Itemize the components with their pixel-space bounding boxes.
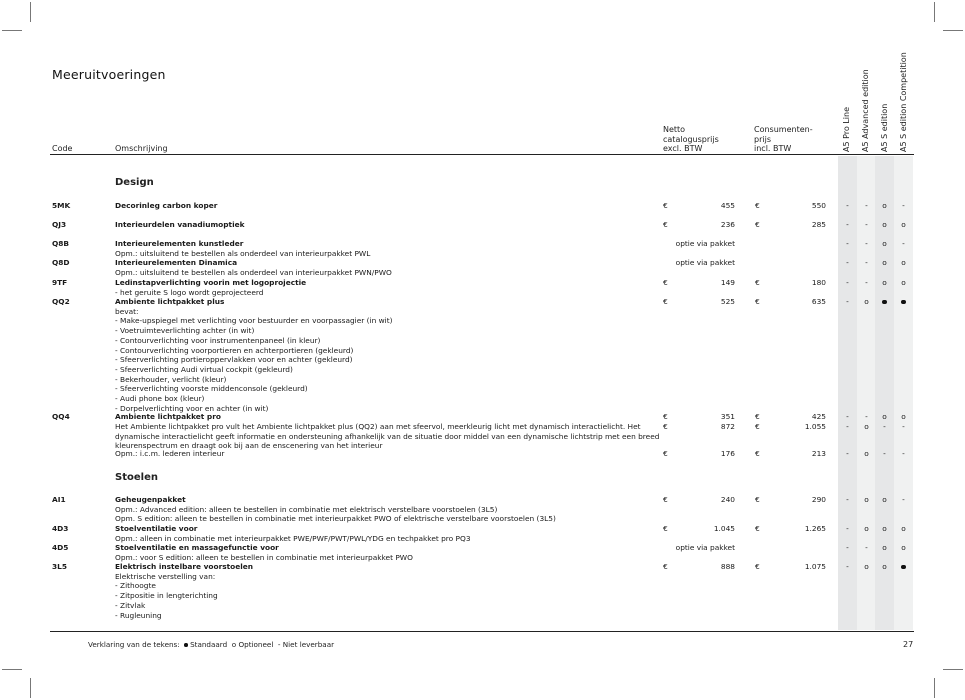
availability-unavailable: - bbox=[846, 297, 849, 306]
net-price: 236 bbox=[720, 220, 735, 229]
option-note: - Rugleuning bbox=[115, 610, 162, 620]
net-price: 351 bbox=[720, 412, 735, 421]
currency-symbol: € bbox=[755, 220, 760, 229]
option-description bbox=[115, 201, 660, 211]
option-note: - Voetruimteverlichting achter (in wit) bbox=[115, 326, 255, 336]
option-note: Het Ambiente lichtpakket pro vult het Ambiente lichtpakket plus (QQ2) aan met sfeervol, meerkleurig licht met dynamisch interactielicht. Het bbox=[115, 422, 641, 431]
currency-symbol: € bbox=[755, 562, 760, 571]
page-title: Meeruitvoeringen bbox=[52, 67, 166, 82]
option-code: QQ4 bbox=[52, 412, 70, 421]
availability-unavailable: - bbox=[865, 278, 868, 287]
standard-dot-icon bbox=[901, 300, 906, 305]
consumer-price: 290 bbox=[811, 495, 826, 504]
availability-optional: o bbox=[882, 543, 887, 552]
availability-optional: o bbox=[864, 297, 869, 306]
currency-symbol: € bbox=[663, 449, 668, 458]
net-price: 1.045 bbox=[713, 524, 735, 533]
package-note: optie via pakket bbox=[675, 258, 735, 267]
standard-dot-icon bbox=[901, 565, 906, 570]
availability-optional: o bbox=[864, 562, 869, 571]
header-rule bbox=[50, 154, 914, 155]
option-note: - Sfeerverlichting voorste middenconsole (gekleurd) bbox=[115, 384, 308, 394]
currency-symbol: € bbox=[663, 297, 668, 306]
net-price: 455 bbox=[720, 201, 735, 210]
availability-optional: o bbox=[882, 495, 887, 504]
option-description bbox=[115, 524, 660, 543]
header-net-price-line: excl. BTW bbox=[663, 144, 703, 153]
option-code: 3L5 bbox=[52, 562, 67, 571]
option-note: - Audi phone box (kleur) bbox=[115, 394, 205, 404]
availability-unavailable: - bbox=[846, 524, 849, 533]
availability-optional: o bbox=[882, 524, 887, 533]
crop-mark bbox=[30, 2, 31, 22]
header-variant-pro-line: A5 Pro Line bbox=[842, 106, 851, 152]
legend-optional: Optioneel bbox=[238, 640, 274, 649]
option-note: Opm.: alleen in combinatie met interieurpakket PWE/PWF/PWT/PWL/YDG en techpakket pro PQ3 bbox=[115, 533, 471, 543]
legend-standard: Standaard bbox=[190, 640, 228, 649]
availability-unavailable: - bbox=[883, 422, 886, 431]
option-code: 9TF bbox=[52, 278, 68, 287]
option-title: Ambiente lichtpakket pro bbox=[115, 412, 221, 421]
legend-label: Verklaring van de tekens: bbox=[88, 640, 180, 649]
availability-unavailable: - bbox=[865, 412, 868, 421]
crop-mark bbox=[934, 678, 935, 698]
option-title: Decorinleg carbon koper bbox=[115, 201, 218, 210]
availability-standard bbox=[894, 297, 913, 307]
option-description bbox=[115, 297, 660, 413]
currency-symbol: € bbox=[663, 562, 668, 571]
currency-symbol: € bbox=[663, 495, 668, 504]
availability-optional: o bbox=[864, 524, 869, 533]
availability-unavailable: - bbox=[846, 543, 849, 552]
availability-optional: o bbox=[901, 543, 906, 552]
legend-unavailable-symbol: - bbox=[277, 640, 281, 649]
availability-unavailable: - bbox=[846, 412, 849, 421]
availability-unavailable: - bbox=[846, 562, 849, 571]
availability-unavailable: - bbox=[902, 239, 905, 248]
option-description bbox=[115, 562, 660, 620]
consumer-price: 285 bbox=[811, 220, 826, 229]
header-net-price-line: Netto bbox=[663, 125, 686, 134]
availability-optional: o bbox=[901, 220, 906, 229]
header-description: Omschrijving bbox=[115, 144, 168, 153]
availability-optional: o bbox=[882, 220, 887, 229]
header-consumer-price-line: prijs bbox=[754, 134, 771, 144]
option-note: Opm.: Advanced edition: alleen te bestellen in combinatie met elektrisch verstelbare voorstoelen (3L5) bbox=[115, 504, 498, 514]
option-title: Stoelventilatie en massagefunctie voor bbox=[115, 543, 279, 552]
currency-symbol: € bbox=[755, 278, 760, 287]
option-note: - Dorpelverlichting voor en achter (in wit) bbox=[115, 403, 269, 413]
option-title: Elektrisch instelbare voorstoelen bbox=[115, 562, 254, 571]
option-note: Opm. S edition: alleen te bestellen in combinatie met interieurpakket PWO of elektrische verstelbare voorstoelen (3L5) bbox=[115, 514, 556, 524]
header-consumer-price bbox=[754, 125, 813, 154]
consumer-price: 425 bbox=[811, 412, 826, 421]
currency-symbol: € bbox=[755, 297, 760, 306]
availability-unavailable: - bbox=[902, 422, 905, 431]
availability-unavailable: - bbox=[865, 220, 868, 229]
option-title: Geheugenpakket bbox=[115, 495, 186, 504]
availability-unavailable: - bbox=[865, 543, 868, 552]
availability-optional: o bbox=[882, 562, 887, 571]
footer-rule bbox=[50, 631, 914, 632]
option-note: Opm.: voor S edition: alleen te bestellen in combinatie met interieurpakket PWO bbox=[115, 552, 413, 562]
availability-optional: o bbox=[864, 422, 869, 431]
consumer-price: 1.265 bbox=[804, 524, 826, 533]
crop-mark bbox=[2, 30, 22, 31]
consumer-price: 635 bbox=[811, 297, 826, 306]
option-description bbox=[115, 412, 660, 422]
consumer-price: 550 bbox=[811, 201, 826, 210]
availability-unavailable: - bbox=[846, 278, 849, 287]
option-note: - Sfeerverlichting Audi virtual cockpit (gekleurd) bbox=[115, 364, 293, 374]
currency-symbol: € bbox=[663, 422, 668, 431]
currency-symbol: € bbox=[663, 220, 668, 229]
net-price: 240 bbox=[720, 495, 735, 504]
availability-optional: o bbox=[864, 495, 869, 504]
option-title: Ledinstapverlichting voorin met logoprojectie bbox=[115, 278, 307, 287]
net-price: 525 bbox=[720, 297, 735, 306]
consumer-price: 180 bbox=[811, 278, 826, 287]
crop-mark bbox=[934, 2, 935, 22]
net-price: 176 bbox=[720, 449, 735, 458]
standard-dot-icon bbox=[882, 300, 887, 305]
option-description bbox=[115, 449, 660, 459]
option-title: Interieurelementen Dinamica bbox=[115, 258, 238, 267]
option-note: Elektrische verstelling van: bbox=[115, 571, 216, 581]
option-note: Opm.: i.c.m. lederen interieur bbox=[115, 449, 225, 458]
package-note: optie via pakket bbox=[675, 543, 735, 552]
option-code: 5MK bbox=[52, 201, 71, 210]
availability-unavailable: - bbox=[846, 449, 849, 458]
availability-optional: o bbox=[901, 278, 906, 287]
option-title: Stoelventilatie voor bbox=[115, 524, 198, 533]
standard-dot-icon bbox=[184, 643, 188, 647]
availability-unavailable: - bbox=[846, 258, 849, 267]
currency-symbol: € bbox=[755, 412, 760, 421]
currency-symbol: € bbox=[663, 524, 668, 533]
option-note: - Sfeerverlichting portieroppervlakken voor en achter (gekleurd) bbox=[115, 355, 353, 365]
availability-unavailable: - bbox=[865, 201, 868, 210]
option-code: Q8D bbox=[52, 258, 70, 267]
option-code: 4D3 bbox=[52, 524, 69, 533]
availability-unavailable: - bbox=[902, 495, 905, 504]
legend bbox=[88, 640, 334, 649]
option-title: Interieurdelen vanadiumoptiek bbox=[115, 220, 245, 229]
option-description bbox=[115, 278, 660, 297]
option-description bbox=[115, 239, 660, 258]
option-note: - Zithoogte bbox=[115, 581, 156, 591]
availability-optional: o bbox=[864, 449, 869, 458]
availability-optional: o bbox=[901, 258, 906, 267]
availability-optional: o bbox=[882, 201, 887, 210]
page-number: 27 bbox=[903, 640, 914, 649]
availability-unavailable: - bbox=[846, 495, 849, 504]
legend-unavailable: Niet leverbaar bbox=[282, 640, 335, 649]
consumer-price: 213 bbox=[811, 449, 826, 458]
currency-symbol: € bbox=[663, 278, 668, 287]
availability-optional: o bbox=[901, 412, 906, 421]
crop-mark bbox=[943, 669, 963, 670]
currency-symbol: € bbox=[755, 495, 760, 504]
availability-optional: o bbox=[882, 258, 887, 267]
consumer-price: 1.075 bbox=[804, 562, 826, 571]
availability-standard bbox=[875, 297, 894, 307]
section-title: Stoelen bbox=[115, 472, 158, 483]
net-price: 888 bbox=[720, 562, 735, 571]
option-description bbox=[115, 220, 660, 230]
option-title: Interieurelementen kunstleder bbox=[115, 239, 244, 248]
option-note: - Make-upspiegel met verlichting voor bestuurder en voorpassagier (in wit) bbox=[115, 316, 393, 326]
package-note: optie via pakket bbox=[675, 239, 735, 248]
availability-optional: o bbox=[882, 278, 887, 287]
header-code: Code bbox=[52, 144, 73, 153]
availability-unavailable: - bbox=[902, 201, 905, 210]
net-price: 872 bbox=[720, 422, 735, 431]
availability-unavailable: - bbox=[846, 220, 849, 229]
option-code: AI1 bbox=[52, 495, 66, 504]
header-variant-advanced: A5 Advanced edition bbox=[861, 69, 870, 152]
option-note: kleurenspectrum en draagt ook bij aan de enscenering van het interieur bbox=[115, 441, 383, 451]
option-note: Opm.: uitsluitend te bestellen als onderdeel van interieurpakket PWL bbox=[115, 248, 371, 258]
option-code: QQ2 bbox=[52, 297, 70, 306]
option-code: 4D5 bbox=[52, 543, 69, 552]
header-variant-competition: A5 S edition Competition bbox=[899, 52, 908, 152]
header-consumer-price-line: incl. BTW bbox=[754, 144, 792, 153]
currency-symbol: € bbox=[755, 449, 760, 458]
currency-symbol: € bbox=[755, 201, 760, 210]
option-note: - Bekerhouder, verlicht (kleur) bbox=[115, 374, 227, 384]
availability-unavailable: - bbox=[846, 239, 849, 248]
availability-unavailable: - bbox=[846, 201, 849, 210]
header-net-price bbox=[663, 125, 719, 154]
option-note: - Zitpositie in lengterichting bbox=[115, 591, 218, 601]
option-note: - Zitvlak bbox=[115, 600, 146, 610]
option-description bbox=[115, 422, 660, 451]
option-description bbox=[115, 495, 660, 524]
header-net-price-line: catalogusprijs bbox=[663, 134, 719, 144]
option-description bbox=[115, 543, 660, 562]
availability-unavailable: - bbox=[883, 449, 886, 458]
availability-unavailable: - bbox=[902, 449, 905, 458]
currency-symbol: € bbox=[755, 422, 760, 431]
currency-symbol: € bbox=[663, 201, 668, 210]
option-note: - Contourverlichting voor instrumentenpaneel (in kleur) bbox=[115, 335, 321, 345]
crop-mark bbox=[30, 678, 31, 698]
availability-unavailable: - bbox=[846, 422, 849, 431]
option-title: Ambiente lichtpakket plus bbox=[115, 297, 225, 306]
availability-optional: o bbox=[901, 524, 906, 533]
availability-optional: o bbox=[882, 239, 887, 248]
currency-symbol: € bbox=[755, 524, 760, 533]
option-code: Q8B bbox=[52, 239, 70, 248]
option-note: dynamische interactielicht geeft informatie en ondersteuning afhankelijk van de situatie door middel van een dynamische lichtstrip met een breed bbox=[115, 431, 660, 441]
section-title: Design bbox=[115, 177, 154, 188]
availability-optional: o bbox=[882, 412, 887, 421]
header-variant-s-edition: A5 S edition bbox=[880, 103, 889, 152]
availability-standard bbox=[894, 562, 913, 572]
crop-mark bbox=[2, 669, 22, 670]
option-note: bevat: bbox=[115, 306, 139, 316]
net-price: 149 bbox=[720, 278, 735, 287]
option-code: QJ3 bbox=[52, 220, 67, 229]
option-note: - het geruite S logo wordt geprojecteerd bbox=[115, 287, 264, 297]
option-note: Opm.: uitsluitend te bestellen als onderdeel van interieurpakket PWN/PWO bbox=[115, 267, 392, 277]
consumer-price: 1.055 bbox=[804, 422, 826, 431]
header-consumer-price-line: Consumenten- bbox=[754, 125, 813, 134]
currency-symbol: € bbox=[663, 412, 668, 421]
option-description bbox=[115, 258, 660, 277]
option-note: - Contourverlichting voorportieren en achterportieren (gekleurd) bbox=[115, 345, 354, 355]
crop-mark bbox=[943, 30, 963, 31]
availability-unavailable: - bbox=[865, 258, 868, 267]
availability-unavailable: - bbox=[865, 239, 868, 248]
legend-optional-symbol: o bbox=[231, 640, 237, 649]
